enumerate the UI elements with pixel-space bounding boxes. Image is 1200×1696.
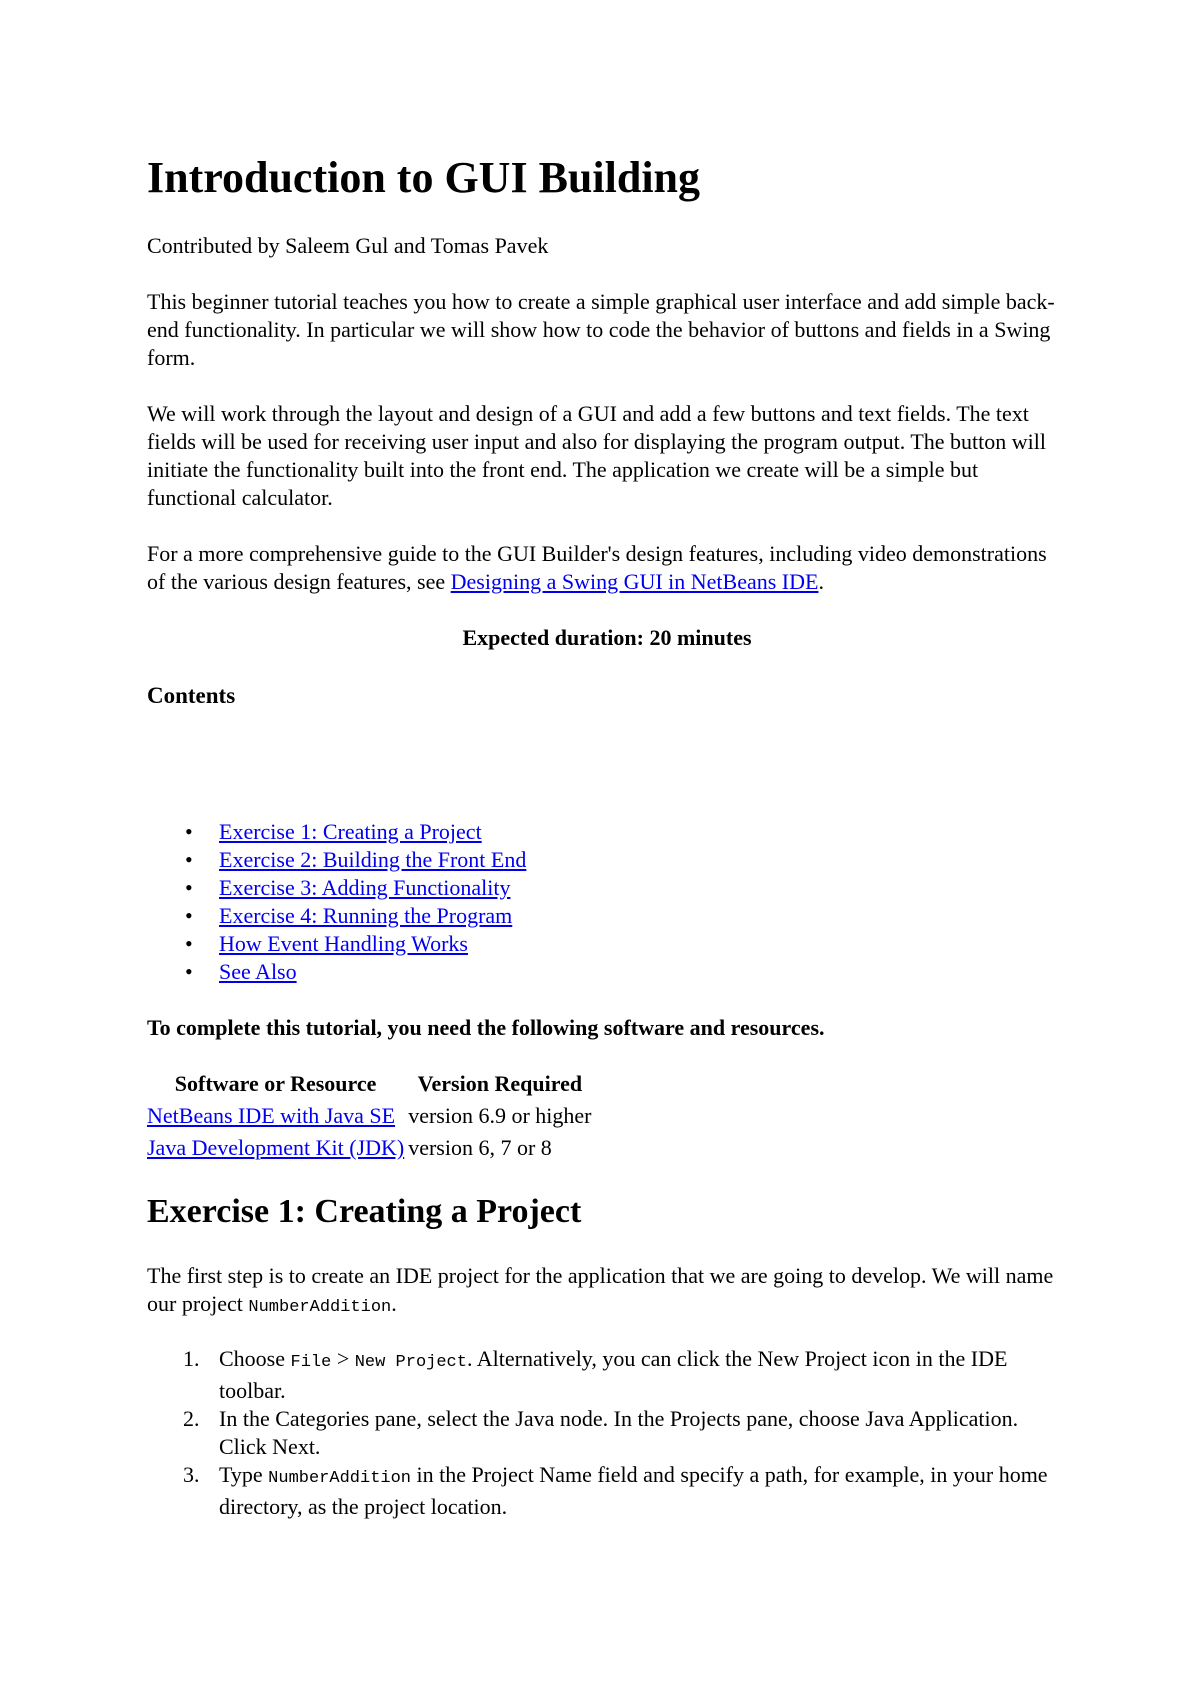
expected-duration: Expected duration: 20 minutes — [462, 625, 752, 650]
byline: Contributed by Saleem Gul and Tomas Pavek — [147, 233, 549, 258]
toc-link-event-handling[interactable]: How Event Handling Works — [219, 931, 468, 956]
bullet-icon: • — [185, 959, 193, 984]
intro-paragraph-3-end: . — [818, 569, 824, 594]
bullet-icon: • — [185, 847, 193, 872]
table-row — [145, 1100, 594, 1132]
page-title: Introduction to GUI Building — [147, 153, 701, 202]
menu-code: New Project — [354, 1353, 467, 1372]
step-text: . Alternatively, you can click the New Project icon in the IDE toolbar. — [219, 1346, 1008, 1403]
table-row — [145, 1132, 594, 1164]
bullet-icon: • — [185, 819, 193, 844]
toc-link-exercise-2[interactable]: Exercise 2: Building the Front End — [219, 847, 527, 872]
list-item — [147, 1345, 1067, 1405]
table-header-row — [145, 1068, 594, 1100]
menu-code: File — [290, 1353, 332, 1372]
list-item — [147, 1461, 1067, 1521]
requirements-heading: To complete this tutorial, you need the following software and resources. — [147, 1015, 825, 1040]
list-item — [147, 1405, 1067, 1461]
table-cell-version: version 6.9 or higher — [408, 1103, 592, 1128]
project-name-code: NumberAddition — [248, 1298, 392, 1317]
toc-item — [147, 930, 526, 958]
step-text: Choose — [219, 1346, 291, 1371]
toc-item — [147, 874, 526, 902]
table-cell-resource — [145, 1100, 406, 1132]
step-number: 3. — [183, 1462, 200, 1487]
intro-paragraph-1: This beginner tutorial teaches you how to create a simple graphical user interface and add simple back-end functionality. In particular we will show how to code the behavior of buttons and fields in a Swing form. — [147, 289, 1055, 370]
step-text: Type — [219, 1462, 269, 1487]
intro-paragraph-3 — [147, 540, 1067, 596]
requirements-table — [145, 1068, 594, 1164]
step-text: in the Project Name field and specify a path, for example, in your home directory, as the project location. — [219, 1462, 1048, 1519]
step-text: > — [331, 1346, 355, 1371]
toc-item — [147, 846, 526, 874]
exercise-1-intro — [147, 1262, 1067, 1322]
table-cell-version: version 6, 7 or 8 — [408, 1135, 552, 1160]
column-header-software: Software or Resource — [174, 1071, 377, 1096]
contents-heading: Contents — [147, 683, 236, 708]
toc-link-exercise-1[interactable]: Exercise 1: Creating a Project — [219, 819, 482, 844]
table-cell-resource — [145, 1132, 406, 1164]
exercise-1-intro-text: The first step is to create an IDE project for the application that we are going to develop. We will name our project — [147, 1263, 1054, 1316]
exercise-1-heading: Exercise 1: Creating a Project — [147, 1193, 582, 1230]
bullet-icon: • — [185, 875, 193, 900]
step-number: 2. — [183, 1406, 200, 1431]
column-header-version: Version Required — [417, 1071, 583, 1096]
toc-link-exercise-3[interactable]: Exercise 3: Adding Functionality — [219, 875, 511, 900]
bullet-icon: • — [185, 903, 193, 928]
step-number: 1. — [183, 1346, 200, 1371]
toc-link-see-also[interactable]: See Also — [219, 959, 297, 984]
netbeans-ide-link[interactable]: NetBeans IDE with Java SE — [147, 1103, 396, 1128]
toc-item — [147, 902, 526, 930]
toc-link-exercise-4[interactable]: Exercise 4: Running the Program — [219, 903, 513, 928]
table-of-contents — [147, 818, 526, 986]
toc-item — [147, 818, 526, 846]
project-name-code: NumberAddition — [268, 1469, 411, 1488]
designing-swing-gui-link[interactable]: Designing a Swing GUI in NetBeans IDE — [450, 569, 819, 594]
intro-paragraph-3-text: For a more comprehensive guide to the GUI Builder's design features, including video demonstrations of the various design features, see — [147, 541, 1047, 594]
jdk-link[interactable]: Java Development Kit (JDK) — [147, 1135, 405, 1160]
step-text: In the Categories pane, select the Java node. In the Projects pane, choose Java Application. Click Next. — [219, 1406, 1019, 1459]
exercise-1-intro-end: . — [391, 1291, 397, 1316]
bullet-icon: • — [185, 931, 193, 956]
intro-paragraph-2: We will work through the layout and design of a GUI and add a few buttons and text fields. The text fields will be used for receiving user input and also for displaying the program output. The button will initiate the functionality built into the front end. The application we create will be a simple but functional calculator. — [147, 401, 1046, 510]
toc-item — [147, 958, 526, 986]
exercise-1-steps — [147, 1345, 1067, 1521]
